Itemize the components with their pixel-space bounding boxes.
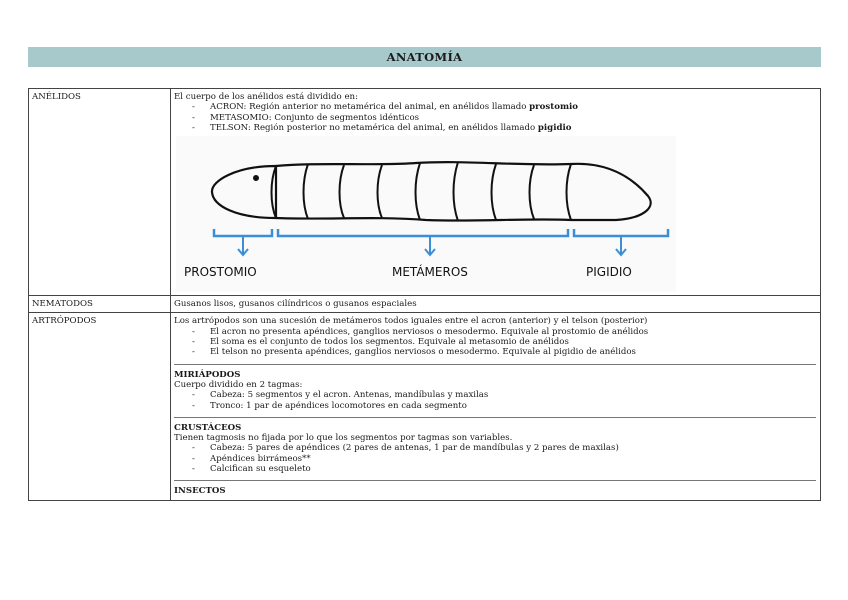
list-item: - Apéndices birrámeos**	[192, 454, 816, 464]
worm-diagram	[176, 136, 676, 292]
miriapodos-list	[174, 390, 816, 411]
label-metameros: METÁMEROS	[392, 265, 468, 280]
arrow-pigidio	[616, 237, 626, 255]
crustaceos-intro: Tienen tagmosis no fijada por lo que los segmentos por tagmas son variables.	[174, 433, 513, 444]
label-pigidio: PIGIDIO	[586, 265, 632, 280]
arrows	[238, 237, 626, 255]
bracket-pigidio	[574, 229, 668, 236]
brackets	[214, 229, 668, 236]
item-bold-term: pigidio	[537, 122, 572, 133]
item-text: METASOMIO: Conjunto de segmentos idénticos	[210, 112, 420, 123]
row-content-anelidos	[171, 89, 821, 296]
crustaceos-list	[174, 443, 816, 474]
list-item: - El telson no presenta apéndices, ganglios nerviosos o mesodermo. Equivale al pigidio de anélidos	[192, 347, 816, 357]
table-row-nematodos	[29, 296, 821, 313]
section-crustaceos	[174, 417, 816, 474]
anatomy-table	[28, 88, 821, 501]
list-item: - Cabeza: 5 segmentos y el acron. Antenas, mandíbulas y maxilas	[192, 390, 816, 400]
list-item: - El acron no presenta apéndices, ganglios nerviosos o mesodermo. Equivale al prostomio de anélidos	[192, 327, 816, 337]
worm-body-bottom	[276, 218, 571, 221]
label-prostomio: PROSTOMIO	[184, 265, 257, 280]
row-label-artropodos: ARTRÓPODOS	[29, 313, 171, 500]
row-label-anelidos: ANÉLIDOS	[29, 89, 171, 296]
list-item: - Cabeza: 5 pares de apéndices (2 pares de antenas, 1 par de mandíbulas y 2 pares de maxilas)	[192, 443, 816, 453]
worm-eye	[253, 175, 259, 181]
worm-segments	[272, 162, 572, 221]
list-item: - Calcifican su esqueleto	[192, 464, 816, 474]
page-title: ANATOMÍA	[28, 47, 821, 67]
bracket-prostomio	[214, 229, 272, 236]
list-item	[192, 123, 816, 133]
worm-head	[212, 166, 276, 218]
table-row-anelidos	[29, 89, 821, 296]
bracket-metameros	[278, 229, 568, 236]
anelidos-list	[174, 102, 816, 133]
section-miriapodos	[174, 364, 816, 411]
anelidos-intro: El cuerpo de los anélidos está dividido en:	[174, 92, 358, 102]
arrow-prostomio	[238, 237, 248, 255]
worm-body-top	[276, 162, 571, 166]
list-item	[192, 113, 816, 123]
item-bold-term: prostomio	[529, 102, 579, 113]
artropodos-intro: Los artrópodos son una sucesión de metámeros todos iguales entre el acron (anterior) y el telson (posterior)	[174, 316, 648, 327]
miriapodos-title: MIRIÁPODOS	[174, 369, 241, 380]
row-content-nematodos: Gusanos lisos, gusanos cilíndricos o gusanos espaciales	[171, 296, 821, 313]
arrow-metameros	[425, 237, 435, 255]
row-label-nematodos: NEMATODOS	[29, 296, 171, 313]
crustaceos-title: CRUSTÁCEOS	[174, 422, 242, 433]
worm-tail	[571, 164, 651, 220]
item-text: TELSON: Región posterior no metamérica del animal, en anélidos llamado	[210, 122, 538, 133]
list-item: - Tronco: 1 par de apéndices locomotores en cada segmento	[192, 401, 816, 411]
item-text: ACRON: Región anterior no metamérica del animal, en anélidos llamado	[210, 102, 530, 113]
list-item: - El soma es el conjunto de todos los segmentos. Equivale al metasomio de anélidos	[192, 337, 816, 347]
section-insectos	[174, 480, 816, 496]
insectos-title: INSECTOS	[174, 486, 226, 497]
list-item	[192, 102, 816, 112]
miriapodos-intro: Cuerpo dividido en 2 tagmas:	[174, 379, 303, 390]
table-row-artropodos	[29, 313, 821, 500]
artropodos-list	[174, 327, 816, 358]
row-content-artropodos	[171, 313, 821, 500]
